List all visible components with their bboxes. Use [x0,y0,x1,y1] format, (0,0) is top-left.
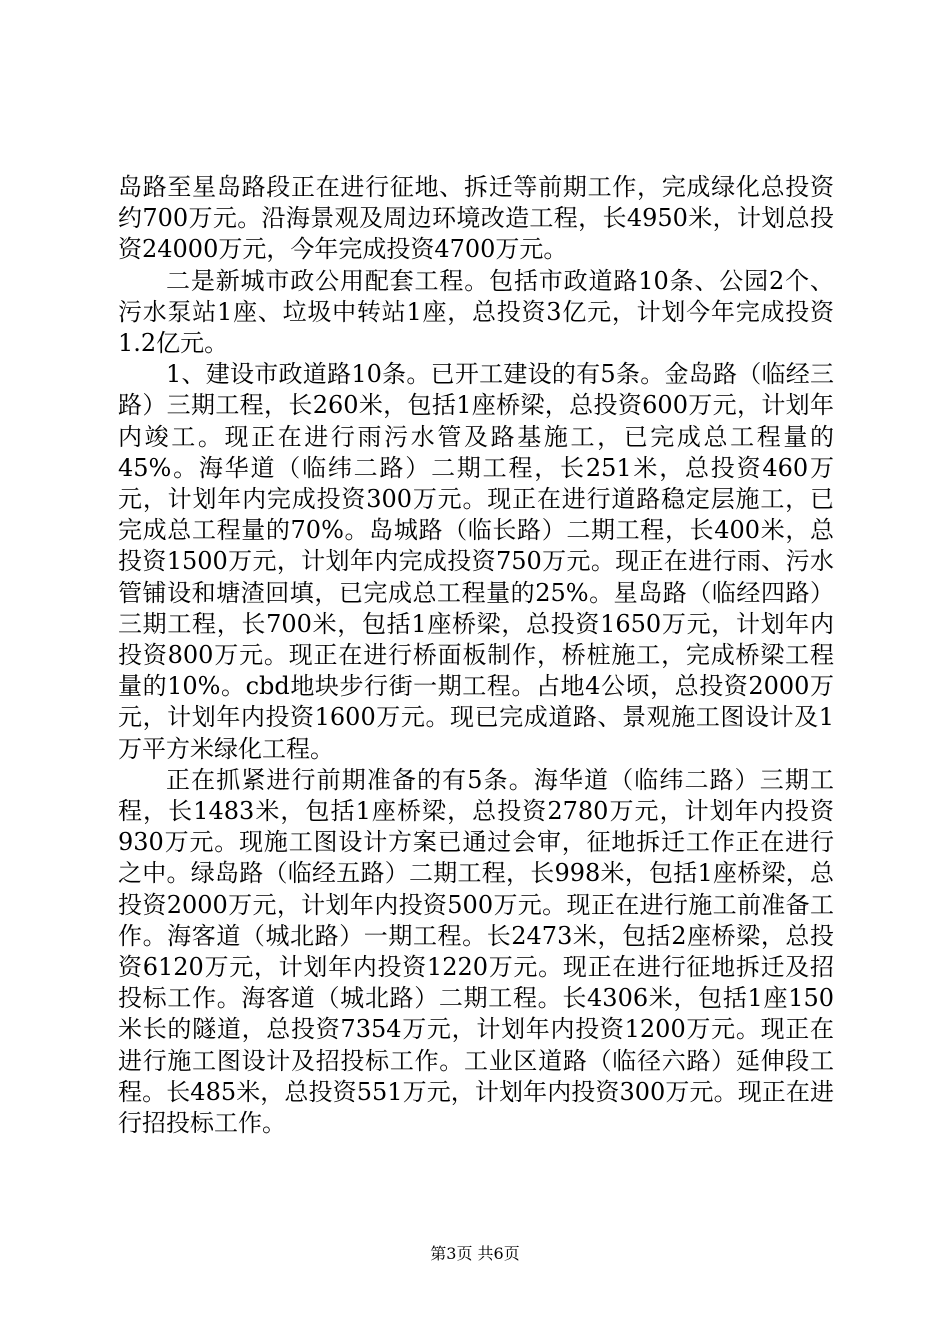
paragraph-continuation: 岛路至星岛路段正在进行征地、拆迁等前期工作，完成绿化总投资约700万元。沿海景观及周边环境改造工程，长4950米，计划总投资24000万元，今年完成投资4700万元。 [118,173,834,264]
paragraph-municipal-works: 二是新城市政公用配套工程。包括市政道路10条、公园2个、污水泵站1座、垃圾中转站1座，总投资3亿元，计划今年完成投资1.2亿元。 [118,266,834,358]
paragraph-roads-in-preparation: 正在抓紧进行前期准备的有5条。海华道（临纬二路）三期工程，长1483米，包括1座桥梁，总投资2780万元，计划年内投资930万元。现施工图设计方案已通过会审，征地拆迁工作正在进行之中。绿岛路（临经五路）二期工程，长998米，包括1座桥梁，总投资2000万元，计划年内投资500万元。现正在进行施工前准备工作。海客道（城北路）一期工程。长2473米，包括2座桥梁，总投资6120万元，计划年内投资1220万元。现正在进行征地拆迁及招投标工作。海客道（城北路）二期工程。长4306米，包括1座150米长的隧道，总投资7354万元，计划年内投资1200万元。现正在进行施工图设计及招投标工作。工业区道路（临径六路）延伸段工程。长485米，总投资551万元，计划年内投资300万元。现正在进行招投标工作。 [118,765,834,1138]
document-body [118,172,834,1139]
paragraph-roads-under-construction: 1、建设市政道路10条。已开工建设的有5条。金岛路（临经三路）三期工程，长260米，包括1座桥梁，总投资600万元，计划年内竣工。现正在进行雨污水管及路基施工，已完成总工程量的45%。海华道（临纬二路）二期工程，长251米，总投资460万元，计划年内完成投资300万元。现正在进行道路稳定层施工，已完成总工程量的70%。岛城路（临长路）二期工程，长400米，总投资1500万元，计划年内完成投资750万元。现正在进行雨、污水管铺设和塘渣回填，已完成总工程量的25%。星岛路（临经四路）三期工程，长700米，包括1座桥梁，总投资1650万元，计划年内投资800万元。现正在进行桥面板制作，桥桩施工，完成桥梁工程量的10%。cbd地块步行街一期工程。占地4公顷，总投资2000万元，计划年内投资1600万元。现已完成道路、景观施工图设计及1万平方米绿化工程。 [118,360,834,763]
page-number-footer: 第3页 共6页 [430,1244,520,1263]
